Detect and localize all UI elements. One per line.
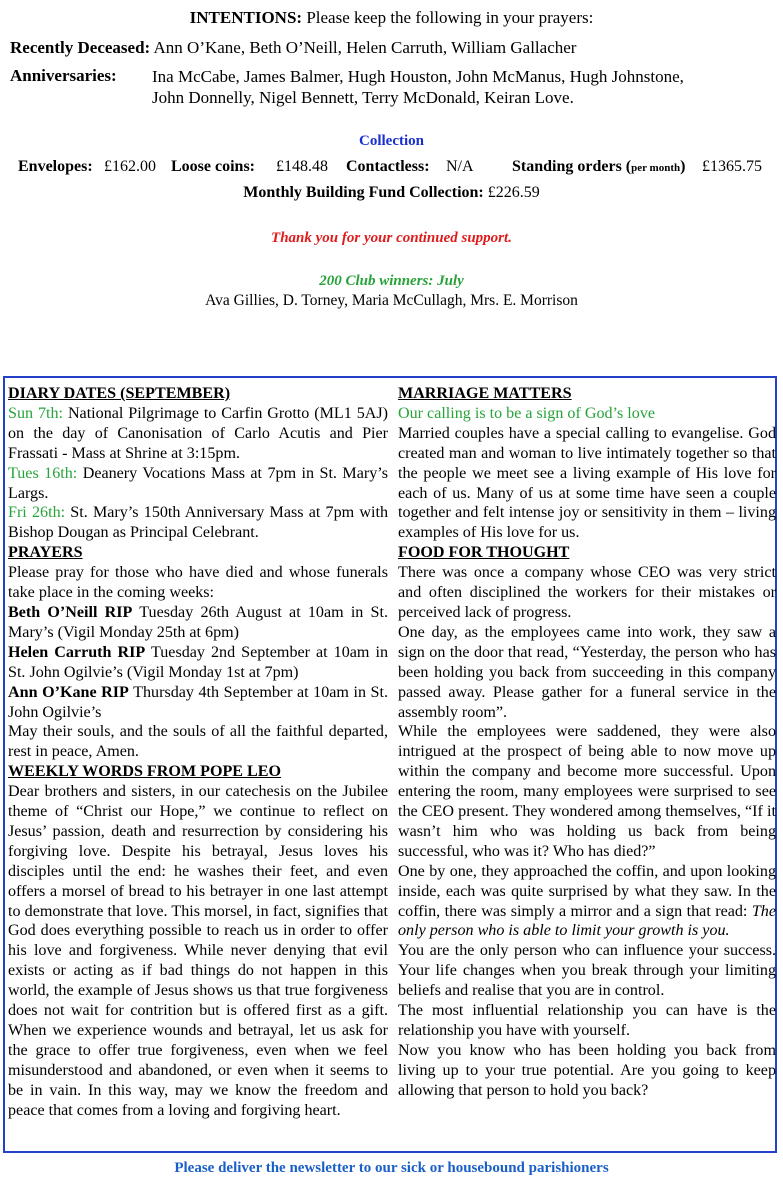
diary-text: Deanery Vocations Mass at 7pm in St. Mary’s Largs.	[8, 464, 388, 502]
diary-item	[8, 503, 388, 543]
diary-heading: DIARY DATES (SEPTEMBER)	[8, 385, 231, 402]
intentions-line	[0, 8, 783, 28]
funeral-item	[8, 603, 388, 643]
diary-item	[8, 404, 388, 464]
building-value: £226.59	[483, 184, 540, 201]
thanks-message: Thank you for your continued support.	[271, 230, 512, 246]
collection-title: Collection	[359, 133, 424, 149]
food-p4-italic: The only person who is able to limit your growth is you.	[398, 902, 776, 940]
prayers-heading: PRAYERS	[8, 544, 83, 562]
standing-value: £1365.75	[702, 158, 762, 175]
food-paragraph: The most influential relationship you can have is the relationship you have with yourself.	[398, 1002, 776, 1039]
marriage-heading: MARRIAGE MATTERS	[398, 385, 572, 402]
loose-label: Loose coins:	[171, 158, 255, 175]
funeral-item	[8, 683, 388, 723]
food-heading: FOOD FOR THOUGHT	[398, 544, 570, 562]
standing-label: Standing orders (	[512, 158, 632, 175]
diary-text: St. Mary’s 150th Anniversary Mass at 7pm with Bishop Dougan as Principal Celebrant.	[8, 504, 388, 542]
standing-orders-label	[512, 158, 685, 176]
prayers-close: May their souls, and the souls of all the faithful departed, rest in peace, Amen.	[8, 723, 388, 761]
footer-note: Please deliver the newsletter to our sick or housebound parishioners	[174, 1160, 609, 1176]
loose-value: £148.48	[276, 158, 328, 175]
club-title: 200 Club winners: July	[319, 273, 464, 289]
diary-item	[8, 464, 388, 504]
food-paragraph: While the employees were saddened, they were also intrigued at the prospect of being able to now move up within the company and become more successful. Upon entering the room, many employees were surprised to see the CEO present. They wondered among themselves, “If it wasn’t him who was holding us back from being successful, who was it? Who has died?”	[398, 723, 776, 860]
funeral-name: Beth O’Neill RIP	[8, 603, 133, 621]
funeral-name: Ann O’Kane RIP	[8, 683, 129, 701]
standing-close: )	[680, 158, 686, 175]
pope-text: Dear brothers and sisters, in our catechesis on the Jubilee theme of “Christ our Hope,” we continue to reflect on Jesus’ passion, death and resurrection by considering his forgiving love. Despite his betrayal, Jesus loves his disciples until the end: he washes their feet, and even offers a morsel of bread to his betrayer in one last attempt to demonstrate that love. This morsel, in fact, signifies that God does everything possible to reach us in order to offer his love and forgiveness. While never denying that evil exists or acting as if bad things do not happen in this world, the example of Jesus shows us that true forgiveness does not wait for contrition but is offered first as a gift. When we experience wounds and betrayal, let us ask for the grace to offer true forgiveness, even when we feel misunderstood and abandoned, or even when it seems to be in vain. In this way, may we know the freedom and peace that comes from a loving and forgiving heart.	[8, 783, 388, 1119]
envelopes-value: £162.00	[104, 158, 156, 175]
diary-date: Fri 26th:	[8, 504, 66, 522]
anniversaries-line-2: John Donnelly, Nigel Bennett, Terry McDonald, Keiran Love.	[152, 88, 574, 107]
intentions-text: Please keep the following in your prayers:	[302, 8, 594, 27]
food-paragraph: One day, as the employees came into work, they saw a sign on the door that read, “Yesterday, the person who has been holding you back from succeeding in this company passed away. Please gather for a funeral service in the assembly room”.	[398, 623, 776, 721]
diary-text: National Pilgrimage to Carfin Grotto (ML1 5AJ) on the day of Canonisation of Carlo Acutis and Pier Frassati - Mass at Shrine at 3:15pm.	[8, 404, 388, 462]
deceased-label: Recently Deceased:	[10, 38, 151, 57]
food-paragraph: Now you know who has been holding you back from living up to your true potential. Are you going to keep allowing that person to hold you back?	[398, 1041, 776, 1099]
anniversaries-label: Anniversaries:	[10, 66, 117, 85]
club-winners: Ava Gillies, D. Torney, Maria McCullagh, Mrs. E. Morrison	[205, 292, 578, 309]
envelopes-label: Envelopes:	[18, 158, 93, 175]
left-column	[8, 384, 388, 1121]
contactless-label: Contactless:	[346, 158, 430, 175]
pope-heading: WEEKLY WORDS FROM POPE LEO	[8, 763, 282, 781]
anniversaries-names	[152, 66, 772, 108]
funeral-text: Tuesday 26th August at 10am in St. Mary’s (Vigil Monday 25th at 6pm)	[8, 603, 388, 641]
food-paragraph	[398, 862, 776, 942]
marriage-text: Married couples have a special calling to evangelise. God created man and woman to live intimately together so that the people we meet see a living example of His love for each of us. Many of us at some time have seen a couple together and felt intense joy or sensitivity in them – living examples of His love for us.	[398, 424, 776, 542]
recently-deceased	[10, 38, 576, 58]
building-label: Monthly Building Fund Collection:	[243, 184, 484, 201]
deceased-names: Ann O’Kane, Beth O’Neill, Helen Carruth, William Gallacher	[150, 38, 577, 57]
prayers-intro: Please pray for those who have died and whose funerals take place in the coming weeks:	[8, 564, 388, 602]
content-box	[3, 376, 777, 1153]
funeral-text: Thursday 4th September at 10am in St. John Ogilvie’s	[8, 683, 388, 721]
diary-date: Sun 7th:	[8, 404, 64, 422]
intentions-label: INTENTIONS:	[189, 8, 303, 27]
anniversaries-line-1: Ina McCabe, James Balmer, Hugh Houston, John McManus, Hugh Johnstone,	[152, 67, 684, 86]
funeral-text: Tuesday 2nd September at 10am in St. John Ogilvie’s (Vigil Monday 1st at 7pm)	[8, 643, 388, 681]
food-paragraph: There was once a company whose CEO was very strict and often disciplined the workers for their mistakes or perceived lack of progress.	[398, 564, 776, 621]
food-paragraph: You are the only person who can influence your success. Your life changes when you break through your limiting beliefs and realise that you are in control.	[398, 942, 776, 1000]
marriage-subtitle: Our calling is to be a sign of God’s love	[398, 404, 656, 422]
building-fund	[0, 184, 783, 202]
standing-per-month: per month	[631, 162, 681, 174]
food-p4-text: One by one, they approached the coffin, and upon looking inside, each was quite surprised by what they saw. In the coffin, there was simply a mirror and a sign that read:	[398, 862, 776, 920]
contactless-value: N/A	[446, 158, 474, 175]
diary-date: Tues 16th:	[8, 464, 78, 482]
funeral-item	[8, 643, 388, 683]
funeral-name: Helen Carruth RIP	[8, 643, 146, 661]
right-column	[398, 384, 776, 1101]
